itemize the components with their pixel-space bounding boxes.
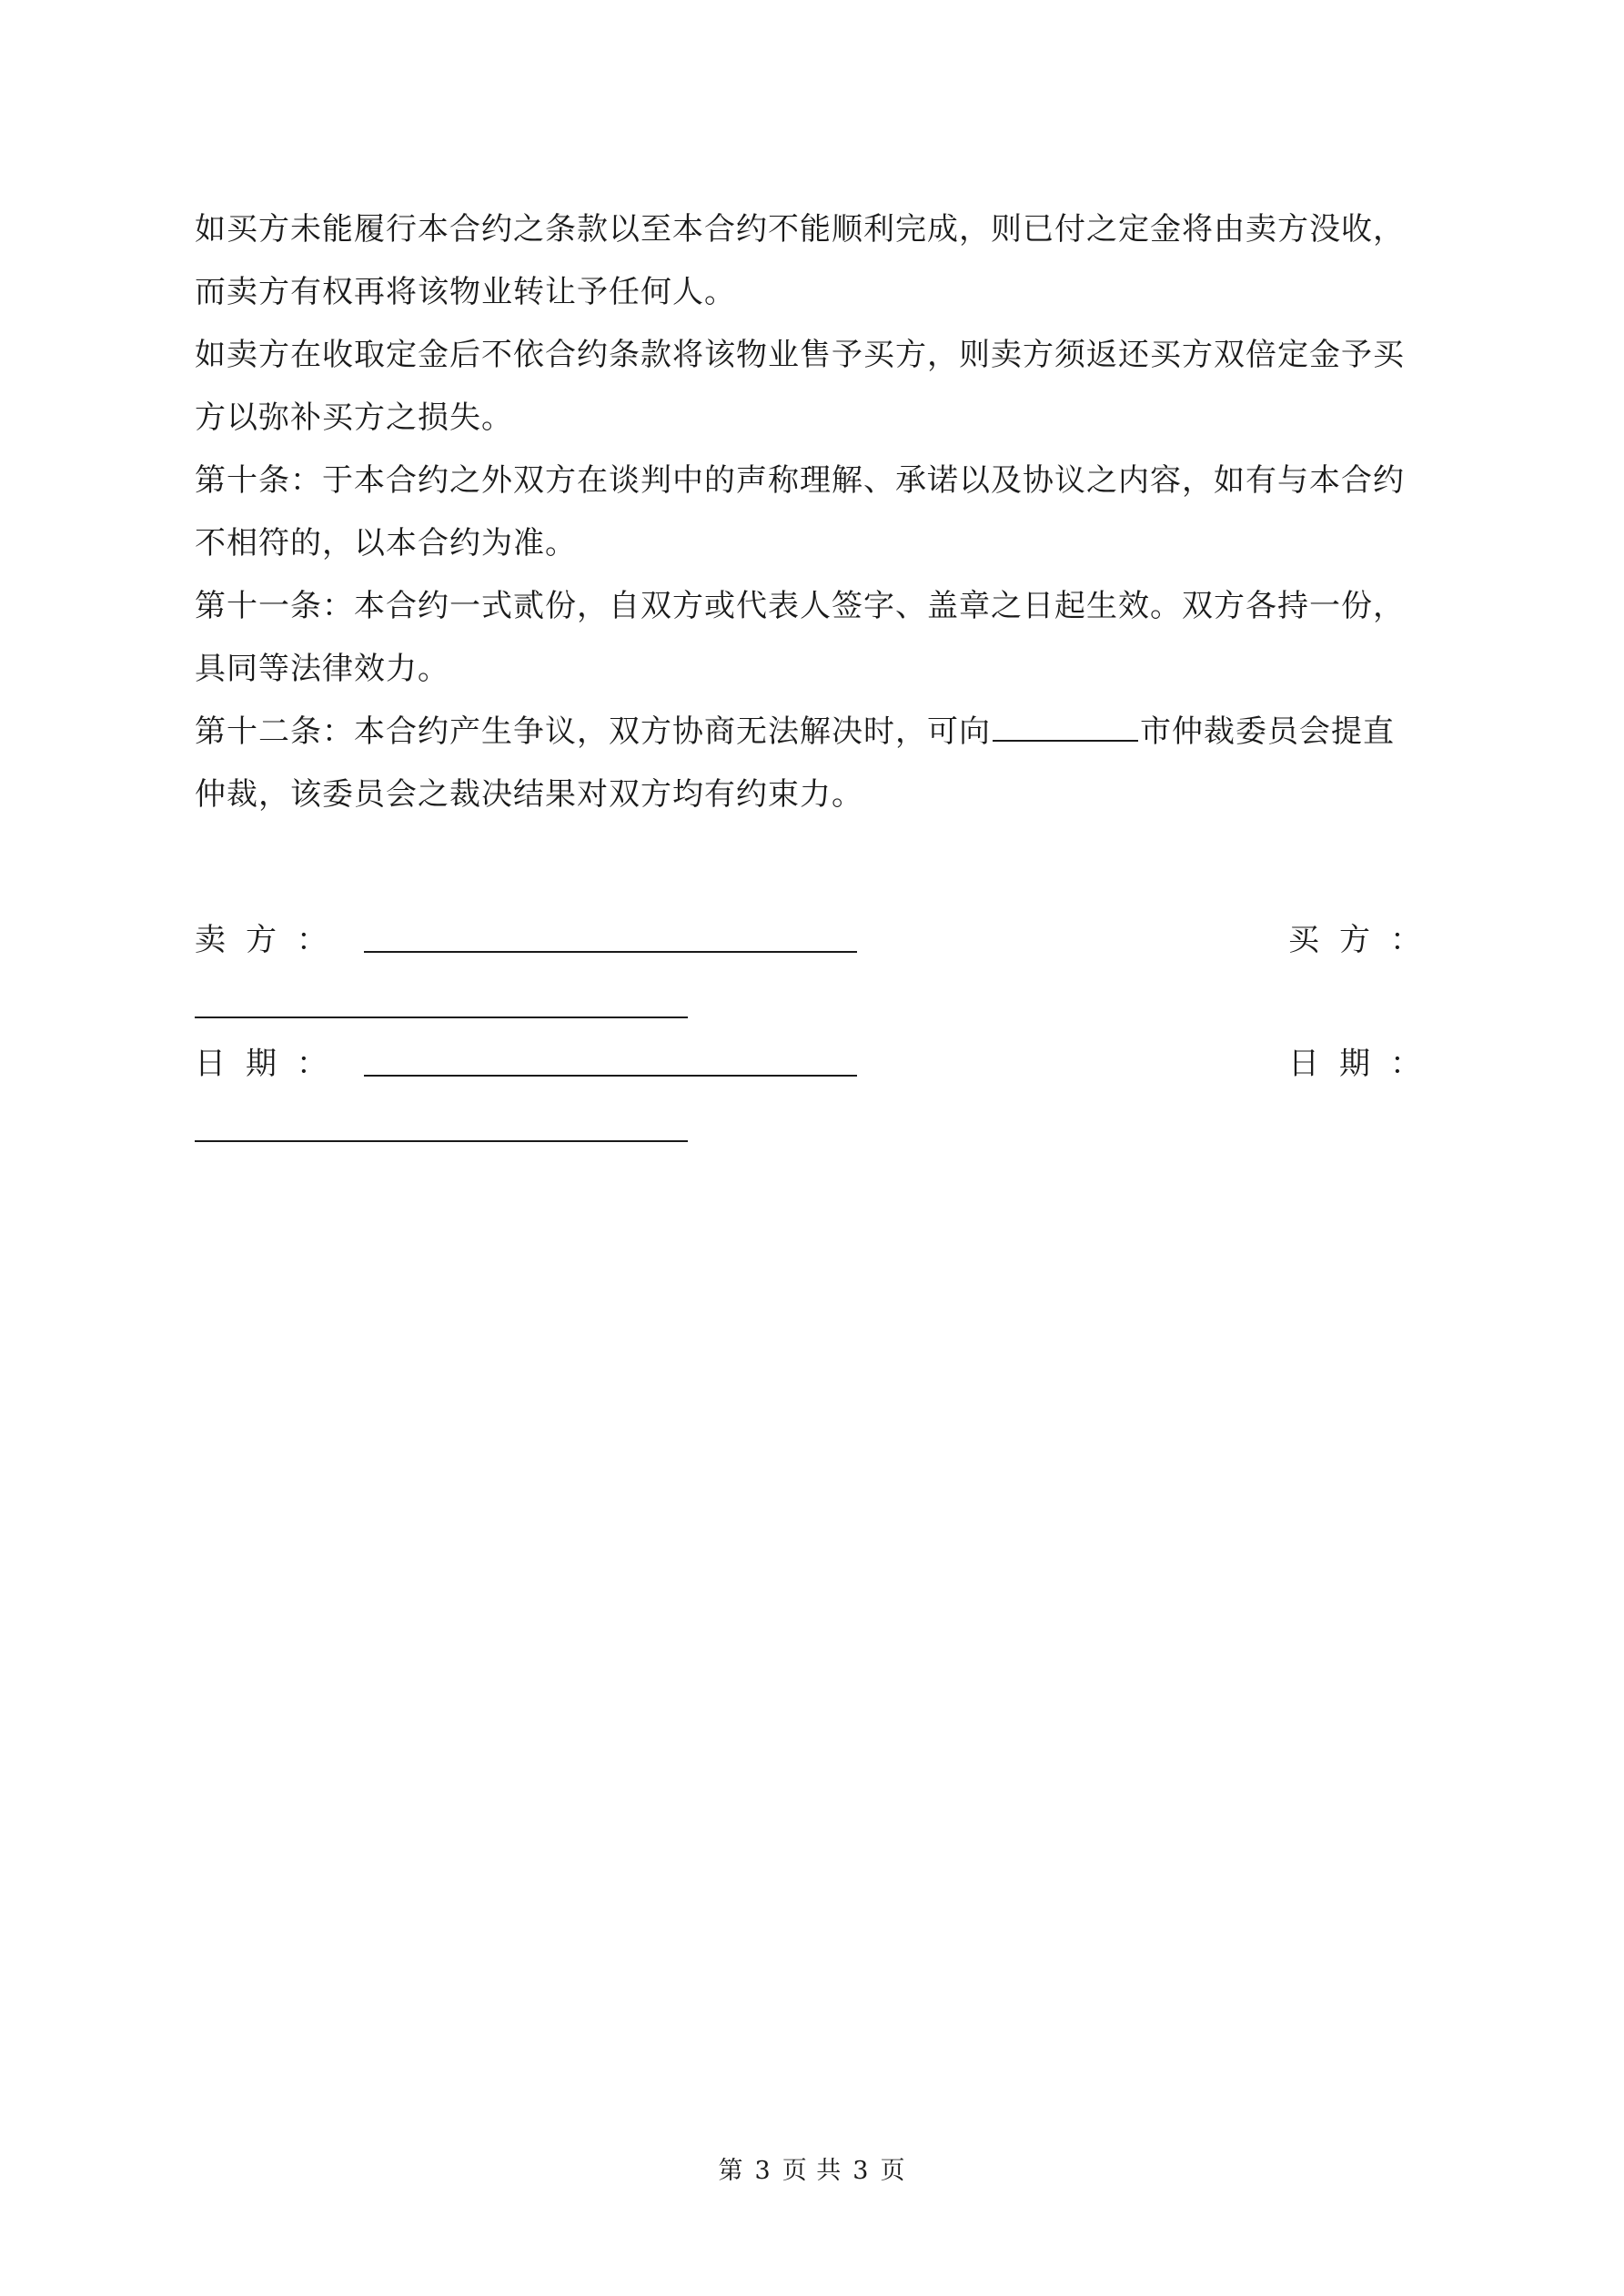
paragraph-line: 不相符的，以本合约为准。 <box>195 525 577 561</box>
footer-total-pages: 3 <box>852 2157 870 2185</box>
buyer-label: 买方： <box>1288 922 1441 958</box>
paragraph-line: 具同等法律效力。 <box>195 651 449 687</box>
contract-body <box>195 198 1441 826</box>
city-blank-field[interactable] <box>993 713 1138 742</box>
seller-label: 卖方： <box>195 922 348 958</box>
paragraph-line: 仲裁，该委员会之裁决结果对双方均有约束力。 <box>195 776 863 813</box>
seller-signature-line[interactable] <box>364 951 857 953</box>
signature-section <box>195 915 1441 1162</box>
buyer-signature-row <box>195 978 1441 1038</box>
paragraph-line: 第十一条：本合约一式贰份，自双方或代表人签字、盖章之日起生效。双方各持一份， <box>195 588 1405 624</box>
seller-date-line[interactable] <box>364 1075 857 1077</box>
seller-date-row <box>195 1038 1441 1102</box>
buyer-date-label: 日期： <box>1288 1046 1441 1082</box>
paragraph-line-arbitration <box>195 701 1441 764</box>
buyer-signature-line[interactable] <box>195 1017 688 1018</box>
seller-date-label: 日期： <box>195 1046 348 1082</box>
arbitration-text-before: 第十二条：本合约产生争议，双方协商无法解决时，可向 <box>195 713 991 750</box>
paragraph-line: 第十条：于本合约之外双方在谈判中的声称理解、承诺以及协议之内容，如有与本合约 <box>195 462 1405 499</box>
footer-prefix: 第 <box>718 2157 744 2185</box>
footer-suffix: 页 <box>880 2157 906 2185</box>
arbitration-text-after: 市仲裁委员会提直 <box>1140 713 1395 750</box>
page-footer <box>0 2150 1624 2186</box>
paragraph-line: 方以弥补买方之损失。 <box>195 400 513 436</box>
seller-signature-row <box>195 915 1441 978</box>
paragraph-line: 而卖方有权再将该物业转让予任何人。 <box>195 274 736 310</box>
paragraph-line: 如买方未能履行本合约之条款以至本合约不能顺利完成，则已付之定金将由卖方没收， <box>195 211 1405 248</box>
buyer-date-row <box>195 1102 1441 1162</box>
paragraph-line: 如卖方在收取定金后不依合约条款将该物业售予买方，则卖方须返还买方双倍定金予买 <box>195 337 1405 373</box>
footer-current-page: 3 <box>754 2157 772 2185</box>
footer-middle: 页 共 <box>782 2157 842 2185</box>
buyer-date-line[interactable] <box>195 1140 688 1142</box>
